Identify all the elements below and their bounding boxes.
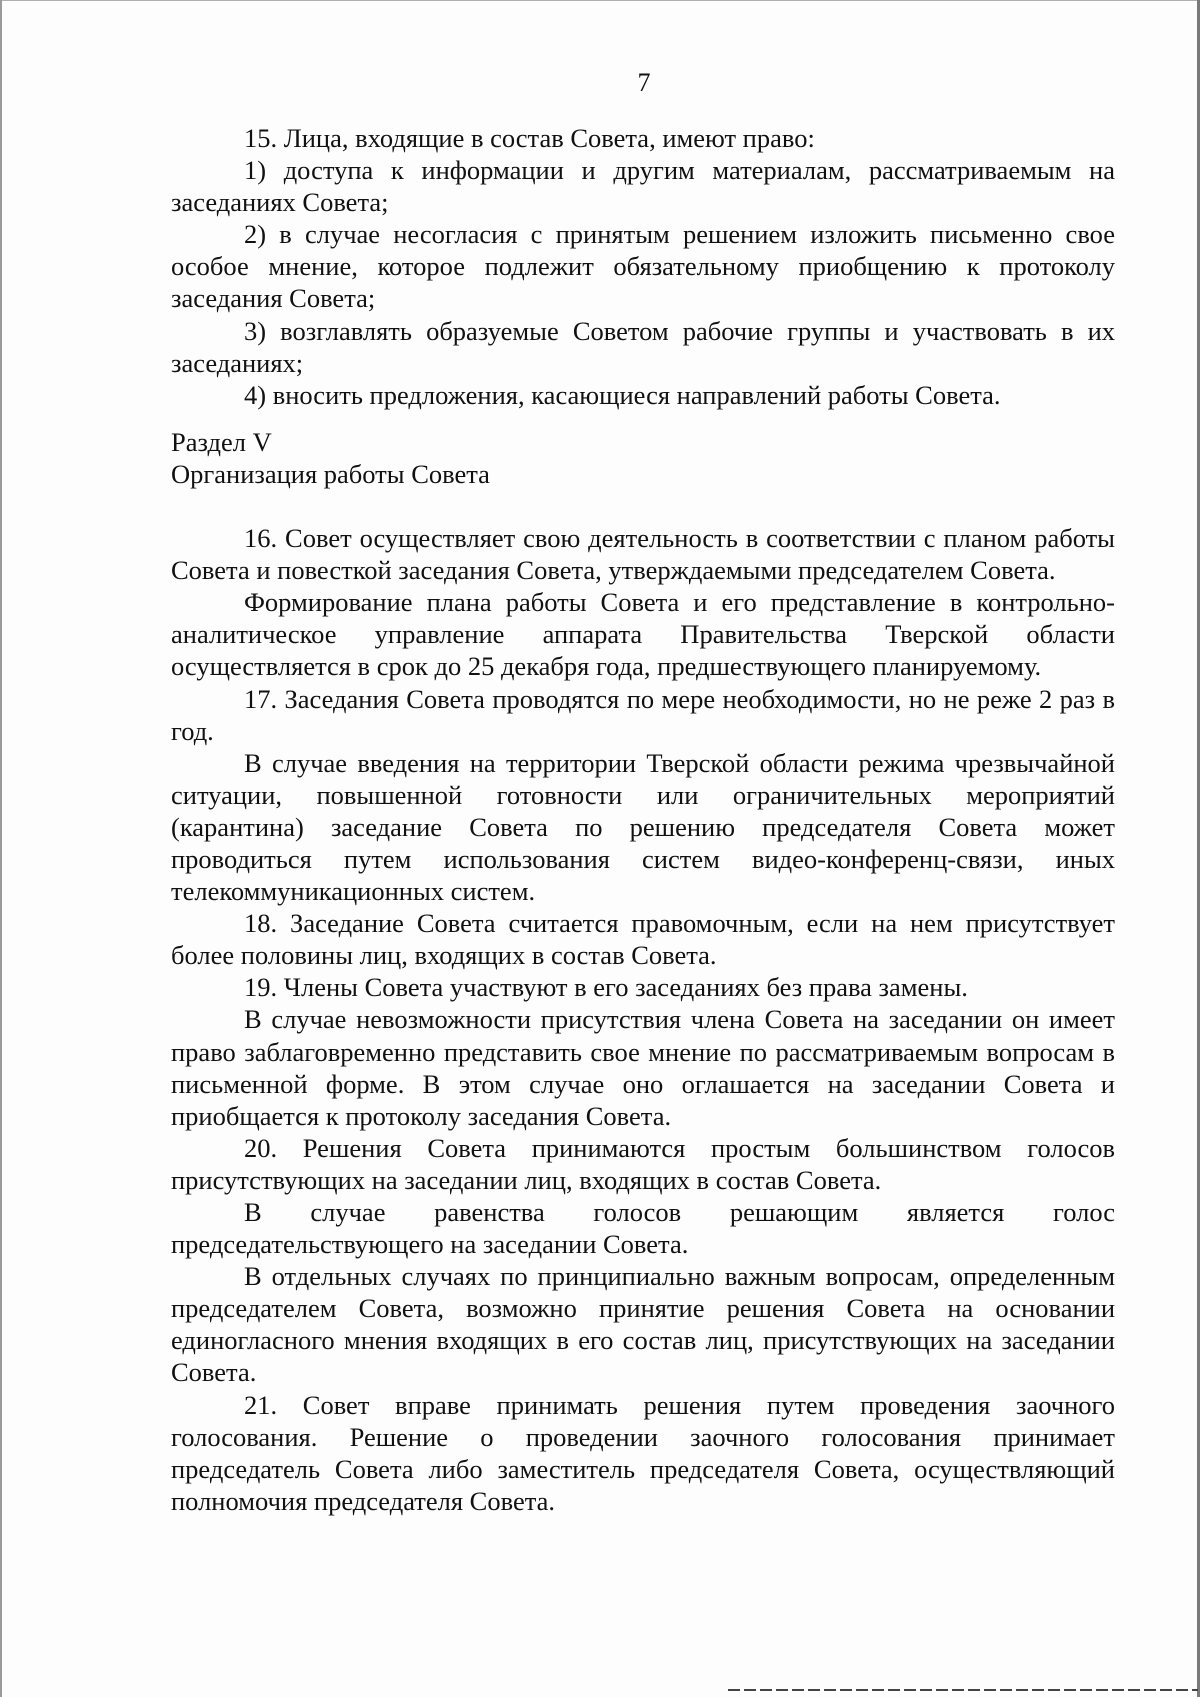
paragraph-21: 21. Совет вправе принимать решения путем проведения заочного голосования. Решение о проведении заочного голосования принимает председатель Совета либо заместитель председателя Совета, осуществляющий полномочия председателя Совета. xyxy=(171,1389,1115,1516)
paragraph-17: 17. Заседания Совета проводятся по мере необходимости, но не реже 2 раз в год. xyxy=(171,683,1115,746)
paragraph-20-tie: В случае равенства голосов решающим является голос председательствующего на заседании Совета. xyxy=(171,1197,1115,1260)
page-number: 7 xyxy=(637,68,651,97)
scan-artifact-line xyxy=(728,1689,1198,1691)
scan-edge-top xyxy=(0,0,1200,1)
paragraph-15: 15. Лица, входящие в состав Совета, имеют право: xyxy=(244,123,815,153)
paragraph-16-plan: Формирование плана работы Совета и его представление в контрольно-аналитическое управление аппарата Правительства Тверской области осуществляется в срок до 25 декабря года, предшествующего планируемому. xyxy=(171,587,1115,682)
list-item-1: 1) доступа к информации и другим материалам, рассматриваемым на заседаниях Совета; xyxy=(171,155,1115,218)
section-number: Раздел V xyxy=(171,426,272,457)
paragraph-17-emergency: В случае введения на территории Тверской области режима чрезвычайной ситуации, повышенной готовности или ограничительных мероприятий (карантина) заседание Совета по решению председателя Совета может проводиться путем использования систем видео-конференц-связи, иных телекоммуникационных систем. xyxy=(171,747,1115,907)
paragraph-20-unanimous: В отдельных случаях по принципиально важным вопросам, определенным председателем Совета, возможно принятие решения Совета на основании единогласного мнения входящих в его состав лиц, присутствующих на заседании Совета. xyxy=(171,1261,1115,1388)
paragraph-16: 16. Совет осуществляет свою деятельность в соответствии с планом работы Совета и повесткой заседания Совета, утверждаемыми председателем Совета. xyxy=(171,523,1115,586)
scan-edge-left xyxy=(0,0,2,1697)
paragraph-19-absence: В случае невозможности присутствия члена Совета на заседании он имеет право заблаговременно представить свое мнение по рассматриваемым вопросам в письменной форме. В этом случае оно оглашается на заседании Совета и приобщается к протоколу заседания Совета. xyxy=(171,1004,1115,1131)
list-item-4: 4) вносить предложения, касающиеся направлений работы Совета. xyxy=(244,379,1001,410)
paragraph-20: 20. Решения Совета принимаются простым большинством голосов присутствующих на заседании лиц, входящих в состав Совета. xyxy=(171,1132,1115,1195)
paragraph-19: 19. Члены Совета участвуют в его заседаниях без права замены. xyxy=(244,972,968,1003)
list-item-2: 2) в случае несогласия с принятым решением изложить письменно свое особое мнение, которое подлежит обязательному приобщению к протоколу заседания Совета; xyxy=(171,219,1115,314)
paragraph-18: 18. Заседание Совета считается правомочным, если на нем присутствует более половины лиц, входящих в состав Совета. xyxy=(171,908,1115,971)
section-title: Организация работы Совета xyxy=(171,458,490,489)
document-body xyxy=(171,122,1115,1517)
list-item-3: 3) возглавлять образуемые Советом рабочие группы и участвовать в их заседаниях; xyxy=(171,315,1115,378)
